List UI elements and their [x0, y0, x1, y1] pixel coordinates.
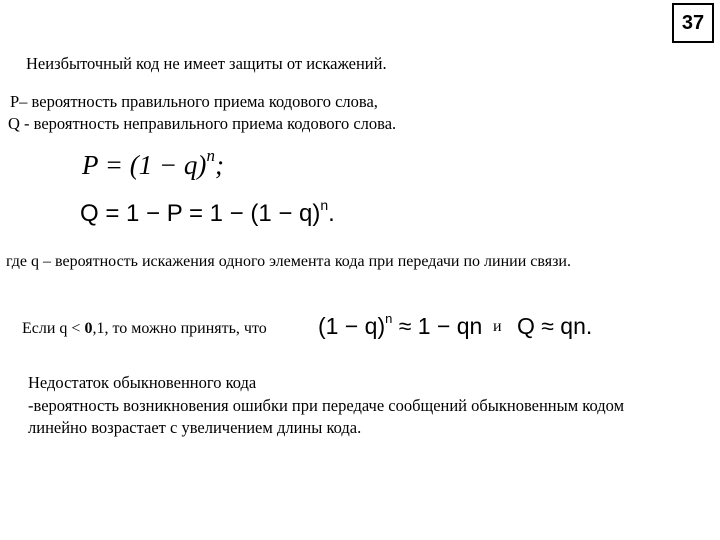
condition-text: [22, 320, 267, 338]
definition-q: Q - вероятность неправильного приема кодового слова.: [8, 114, 397, 133]
approximation-2: Q ≈ qn.: [517, 313, 593, 339]
formula-p-exponent: n: [206, 146, 215, 165]
condition-rest: ,1, то можно принять, что: [92, 320, 267, 337]
formula-q: [80, 197, 335, 228]
approx1-tail: ≈ 1 − qn: [392, 313, 483, 339]
formula-p-main: P = (1 − q): [82, 150, 207, 180]
formula-p: [82, 146, 224, 181]
condition-value: 0: [84, 320, 93, 337]
formula-q-main: Q = 1 − P = 1 − (1 − q): [80, 200, 321, 227]
intro-text: Неизбыточный код не имеет защиты от искажений.: [26, 54, 387, 73]
formula-q-tail: .: [328, 200, 335, 227]
approx1-main: (1 − q): [318, 313, 386, 339]
and-word: и: [493, 318, 502, 335]
page-number: 37: [672, 3, 714, 43]
drawback-line-1: -вероятность возникновения ошибки при передаче сообщений обыкновенным кодом: [28, 396, 625, 415]
approximation-1: [318, 313, 482, 340]
approx1-exponent: n: [385, 311, 393, 326]
definition-p: P– вероятность правильного приема кодового слова,: [10, 92, 378, 111]
where-line: где q – вероятность искажения одного элемента кода при передачи по линии связи.: [6, 253, 571, 270]
drawback-title: Недостаток обыкновенного кода: [28, 373, 257, 392]
formula-q-exponent: n: [320, 197, 329, 213]
condition-prefix: Если q <: [22, 320, 85, 337]
formula-p-tail: ;: [214, 150, 224, 180]
drawback-line-2: линейно возрастает с увеличением длины кода.: [28, 418, 362, 437]
